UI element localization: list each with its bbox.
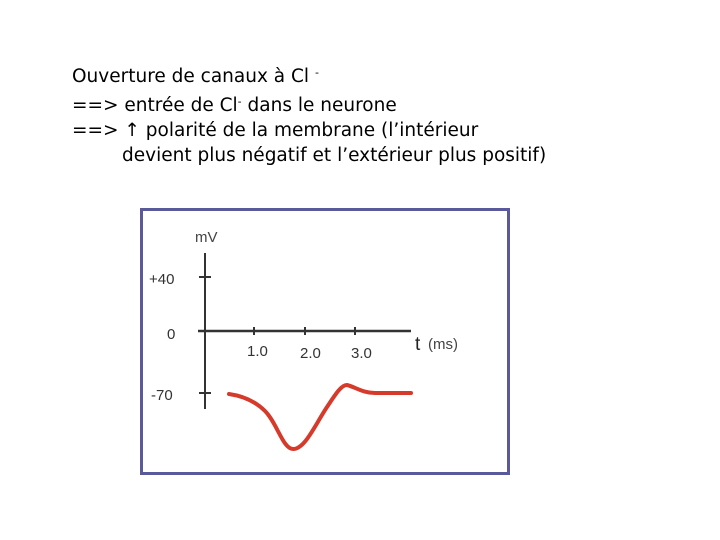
x-axis-label-t: t bbox=[415, 334, 421, 355]
line1-superscript: - bbox=[314, 66, 319, 79]
line2-suffix: dans le neurone bbox=[241, 95, 397, 116]
line2-prefix: ==> entrée de Cl bbox=[72, 95, 238, 116]
x-tick-label-1: 1.0 bbox=[247, 343, 268, 360]
y-tick-label-zero: 0 bbox=[167, 326, 176, 343]
text-line-2 bbox=[72, 89, 546, 118]
line2-superscript: - bbox=[237, 95, 242, 108]
x-tick-label-2: 2.0 bbox=[300, 345, 321, 362]
y-axis-label: mV bbox=[195, 229, 218, 246]
slide-text bbox=[72, 60, 546, 168]
line1-text: Ouverture de canaux à Cl bbox=[72, 66, 310, 87]
graph-svg bbox=[143, 211, 507, 472]
x-tick-label-3: 3.0 bbox=[351, 345, 372, 362]
text-line-3 bbox=[72, 118, 546, 143]
line3-prefix: ==> bbox=[72, 120, 125, 141]
text-line-4: devient plus négatif et l’extérieur plus positif) bbox=[122, 145, 547, 166]
y-tick-label-minus70: -70 bbox=[151, 387, 173, 404]
membrane-potential-graph bbox=[140, 208, 510, 475]
line3-suffix: polarité de la membrane (l’intérieur bbox=[139, 120, 479, 141]
y-tick-label-plus40: +40 bbox=[149, 271, 175, 288]
potential-curve bbox=[229, 385, 411, 449]
up-arrow-icon: ↑ bbox=[124, 120, 140, 141]
text-line-1 bbox=[72, 60, 546, 89]
x-axis-label-unit: (ms) bbox=[428, 336, 458, 353]
